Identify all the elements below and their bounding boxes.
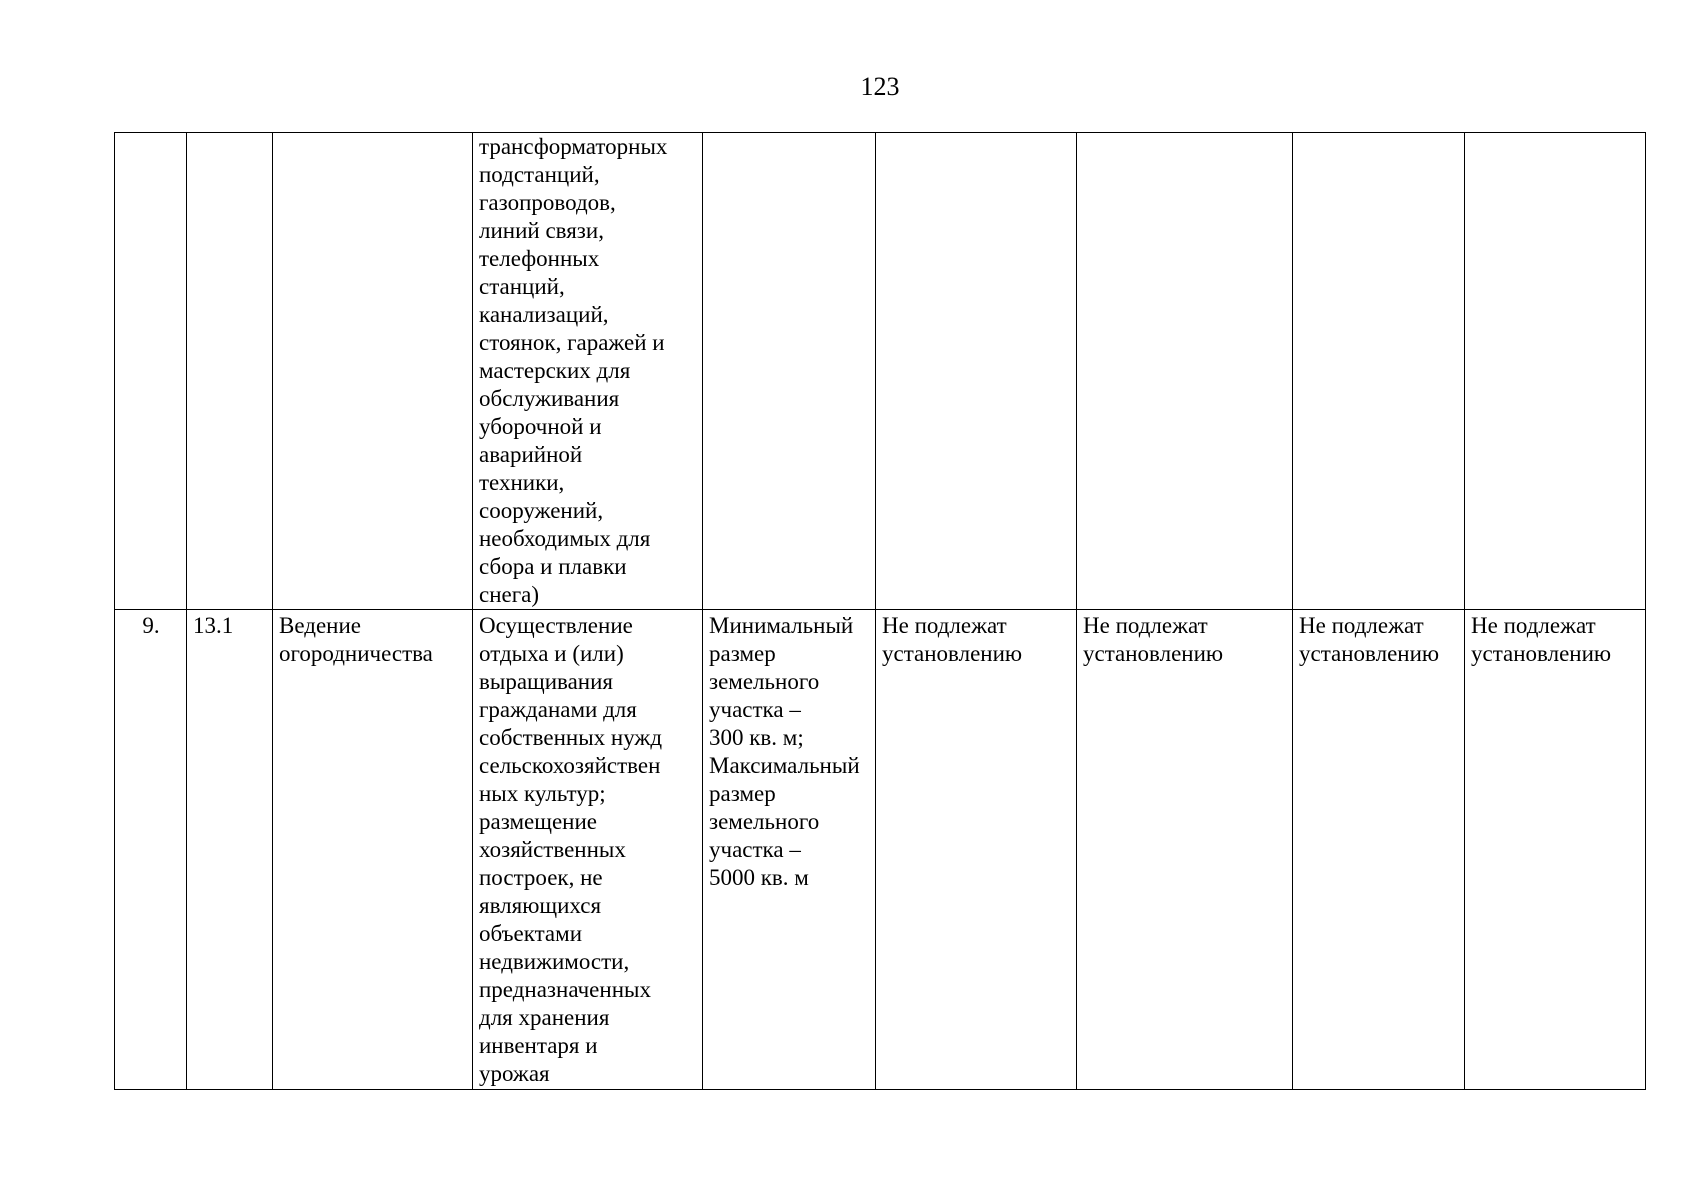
parameter-cell — [1465, 133, 1646, 610]
land-use-table — [114, 132, 1646, 1090]
parameter-cell: Не подлежат установлению — [876, 610, 1077, 1090]
parameter-cell — [1077, 133, 1293, 610]
use-name-cell — [273, 133, 473, 610]
parameter-cell: Не подлежат установлению — [1293, 610, 1465, 1090]
plot-size-cell — [703, 133, 876, 610]
code-cell: 13.1 — [187, 610, 273, 1090]
parameter-cell: Не подлежат установлению — [1465, 610, 1646, 1090]
row-number-cell — [115, 133, 187, 610]
parameter-cell — [876, 133, 1077, 610]
page-number: 123 — [860, 72, 900, 101]
code-cell — [187, 133, 273, 610]
description-cell: Осуществление отдыха и (или) выращивания гражданами для собственных нужд сельскохозяйствен ных культур; размещение хозяйственных построек, не являющихся объектами недвижимости, предназначенных для хранения инвентаря и урожая — [473, 610, 703, 1090]
plot-size-cell: Минимальный размер земельного участка – 300 кв. м; Максимальный размер земельного участка – 5000 кв. м — [703, 610, 876, 1090]
table-row — [115, 610, 1646, 1090]
parameter-cell — [1293, 133, 1465, 610]
use-name-cell: Ведение огородничества — [273, 610, 473, 1090]
row-number-cell: 9. — [115, 610, 187, 1090]
parameter-cell: Не подлежат установлению — [1077, 610, 1293, 1090]
table-row — [115, 133, 1646, 610]
description-cell: трансформаторных подстанций, газопроводов, линий связи, телефонных станций, канализаций, стоянок, гаражей и мастерских для обслуживания уборочной и аварийной техники, сооружений, необходимых для сбора и плавки снега) — [473, 133, 703, 610]
